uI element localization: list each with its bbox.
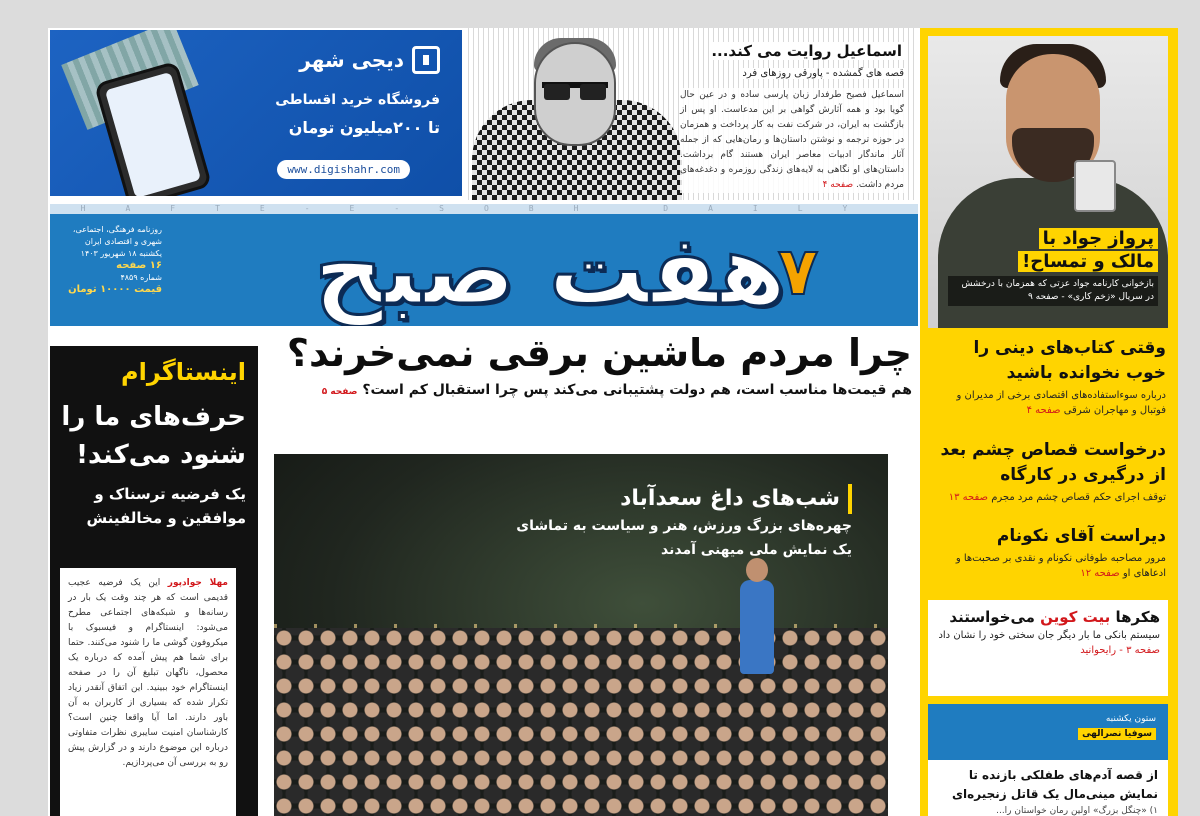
story2-headline: درخواست قصاص چشم بعد از درگیری در کارگاه [940, 440, 1166, 485]
feature-page-ref[interactable]: صفحه ۴ [822, 180, 854, 190]
story4-headline-highlight: بیت کوین [1040, 608, 1111, 626]
photo-title-2: مالک و تمساح! [1018, 251, 1158, 272]
ad-url[interactable]: www.digishahr.com [277, 160, 410, 179]
photo-description: بازخوانی کارنامه جواد عزتی که همزمان با درخشش در سریال «زخم کاری» - صفحه ۹ [948, 276, 1158, 306]
story-kicker: اینستاگرام [121, 358, 246, 386]
ad-line-2: تا ۲۰۰میلیون تومان [288, 118, 440, 137]
ad-brand: دیجی شهر [299, 48, 404, 72]
feature-body-text: اسماعیل فصیح طرفدار زبان پارسی ساده و در عین حال گویا بود و همه آثارش گواهی بر این مدعاست. او پس از بازگشت به ایران، در شرکت نفت به کار پرداخت و همزمان در حوزه ترجمه و نوشتن داستان‌ها و رمان‌هایی که از جمله آثار ماندگار ادبیات معاصر ایران هستند گام برداشت. داستان‌های او نگاهی به لایه‌های زندگی روزمره و دغدغه‌های مردم داشت. [680, 90, 904, 190]
hero-photo[interactable] [274, 454, 888, 816]
right-sidebar [920, 28, 1178, 816]
feature-subtitle: قصه های گمشده - پاورقی روزهای فرد [742, 68, 904, 79]
hero-title: شب‌های داغ سعدآباد [620, 484, 852, 514]
hero-line-2: یک نمایش ملی میهنی آمدند [661, 542, 852, 558]
story-author: مهلا جوادپور [167, 578, 228, 588]
issue-meta [62, 224, 162, 296]
hero-line-1: چهره‌های بزرگ ورزش، هنر و سیاست به تماشای [516, 518, 852, 534]
story2-body: توقف اجرای حکم قصاص چشم مرد مجرم [991, 492, 1166, 503]
main-headline-page-ref[interactable]: صفحه ۵ [321, 387, 358, 397]
instagram-story[interactable] [50, 346, 258, 816]
story1-body: درباره سوءاستفاده‌های اقتصادی برخی از مدیران و فوتبال و مهاجران شرقی [956, 390, 1166, 416]
ad-logo [299, 46, 440, 74]
story3-body: مرور مصاحبه طوفانی نکونام و نقدی بر صحبت‌ها و ادعاهای او [955, 553, 1166, 579]
story2-page-ref[interactable]: صفحه ۱۳ [948, 492, 989, 503]
issue-number: شماره ۴۸۵۹ [120, 273, 162, 282]
column-title: از قصه آدم‌های طفلکی بازنده تا نمایش مینی‌مال یک قاتل زنجیره‌ای [952, 768, 1158, 801]
story-body [60, 568, 236, 816]
top-feature[interactable] [464, 28, 918, 200]
column-teaser: ۱) «چنگل بزرگ» اولین رمان خواستان را... [996, 806, 1158, 816]
sidebar-story-2[interactable] [934, 438, 1166, 505]
digishahr-logo-icon [412, 46, 440, 74]
story4-headline-2: می‌خواستند [949, 608, 1035, 626]
newspaper-logo: هفت صبح [314, 214, 786, 326]
paper-description: روزنامه فرهنگی، اجتماعی، شهری و اقتصادی ایران [72, 225, 162, 246]
story4-headline-1: هکرها [1115, 608, 1160, 626]
digishahr-ad[interactable] [50, 30, 462, 196]
author-portrait [472, 36, 682, 200]
main-headline-title: چرا مردم ماشین برقی نمی‌خرند؟ [286, 331, 912, 375]
story3-headline: دیراست آقای نکونام [996, 526, 1166, 546]
story-headline: حرف‌های ما را شنود می‌کند! [61, 402, 246, 470]
masthead [50, 204, 918, 326]
mug-image [1074, 160, 1116, 212]
newspaper-front-page [48, 28, 1178, 816]
crowd-image [274, 628, 888, 816]
issue-price: قیمت ۱۰۰۰۰ تومان [68, 284, 162, 295]
main-headline-subtitle-text: هم قیمت‌ها مناسب است، هم دولت پشتیبانی می‌کند پس چرا استقبال کم است؟ [362, 382, 912, 398]
feature-title: اسماعیل روایت می کند... [711, 42, 902, 60]
story1-page-ref[interactable]: صفحه ۴ [1026, 405, 1061, 416]
story3-page-ref[interactable]: صفحه ۱۲ [1080, 568, 1120, 579]
feature-body [680, 88, 904, 193]
sidebar-story-4[interactable] [928, 600, 1168, 696]
story1-headline: وقتی کتاب‌های دینی را خوب نخوانده باشید [973, 338, 1166, 383]
sunday-column[interactable] [928, 704, 1168, 816]
sidebar-photo[interactable] [928, 36, 1168, 328]
story4-page-ref[interactable]: صفحه ۳ - رایحوانید [1080, 645, 1160, 656]
story4-body: سیستم بانکی ما بار دیگر جان سختی خود را نشان داد [938, 630, 1160, 641]
sidebar-story-3[interactable] [934, 524, 1166, 581]
story-subheadline: یک فرضیه ترسناک و موافقین و مخالفینش [86, 485, 246, 527]
story-body-text: این یک فرضیه عجیب قدیمی است که هر چند وقت یک بار در رسانه‌ها و شبکه‌های اجتماعی مطرح می‌شود: اینستاگرام و فیسبوک با میکروفون گوشی ما را شنود می‌کنند. حتما برای شما هم پیش آمده که درباره یک محصول، ناگهان تبلیغ آن را در صفحه اینستاگرام خود ببینید. این اتفاق آنقدر زیاد تکرار شده که بسیاری از کاربران به آن باور دارند. اما آیا واقعا چنین است؟ کارشناسان امنیت سایبری نظرات متفاوتی درباره این موضوع دارند و در گزارش پیش رو به بررسی آن می‌پردازیم. [68, 578, 228, 768]
hero-caption [516, 484, 852, 562]
ad-line-1: فروشگاه خرید اقساطی [275, 92, 440, 108]
logo-numeral: ۷ [777, 233, 819, 310]
page-count: ۱۶ صفحه [116, 260, 162, 271]
masthead-latin: HAFTE-E-SOBH DAILY [50, 204, 918, 214]
sidebar-story-1[interactable] [934, 336, 1166, 418]
sidebar-photo-caption [948, 228, 1158, 306]
issue-date: یکشنبه ۱۸ شهریور ۱۴۰۳ [80, 249, 162, 258]
column-author: سوفیا نصرالهی [1078, 728, 1156, 740]
column-label: ستون یکشنبه [1105, 714, 1156, 724]
main-headline[interactable] [266, 328, 912, 398]
performer-image [732, 554, 782, 674]
photo-title-1: پرواز جواد با [1039, 228, 1158, 249]
main-headline-subtitle [266, 382, 912, 398]
